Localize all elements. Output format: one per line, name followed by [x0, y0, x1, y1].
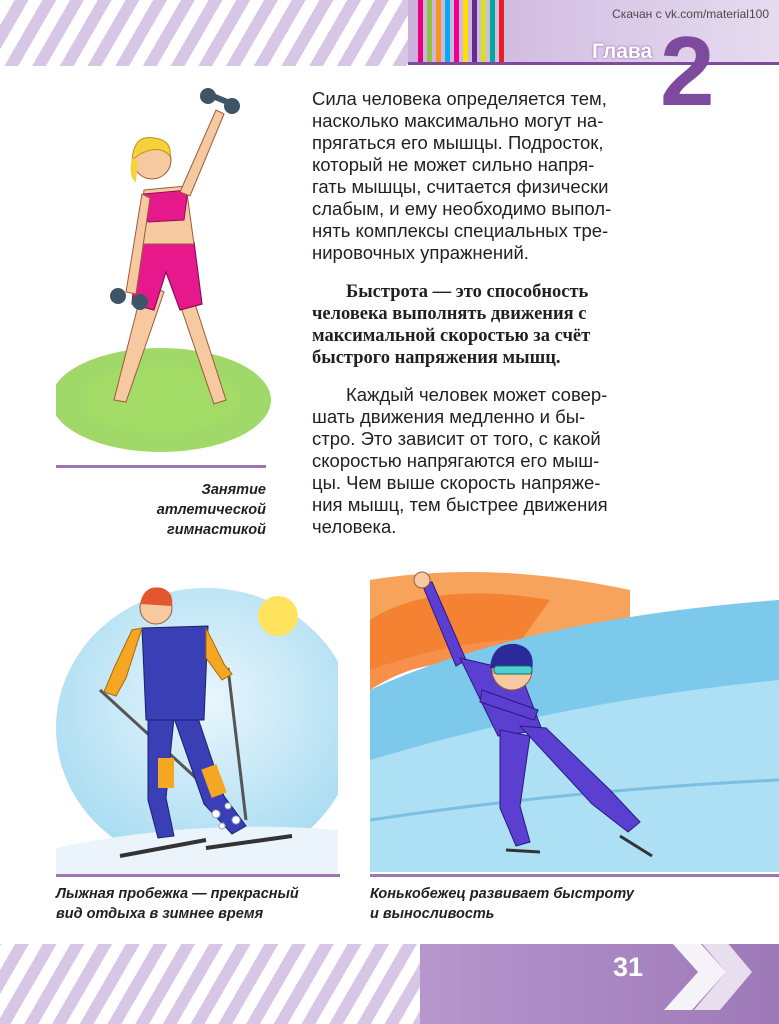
gymnast-caption-line: атлетической [156, 502, 266, 518]
color-tab [463, 0, 468, 62]
definition-line: Быстрота — это способность [346, 282, 589, 302]
gymnast-caption-line: гимнастикой [166, 522, 266, 538]
skater-caption-rule [370, 874, 779, 877]
text-line: насколько максимально могут на- [312, 110, 604, 131]
skier-caption-line: Лыжная пробежка — прекрасный [56, 886, 299, 902]
text-line: человека. [312, 516, 397, 537]
text-line: Сила человека определяется тем, [312, 88, 607, 109]
text-line: нять комплексы специальных тре- [312, 220, 609, 241]
gymnast-caption-line: Занятие [201, 482, 266, 498]
text-line: гать мышцы, считается физически [312, 176, 609, 197]
skater-caption-line: и выносливость [370, 906, 495, 922]
skater-illustration [370, 560, 779, 872]
gymnast-illustration [56, 82, 276, 452]
skater-caption [370, 884, 700, 924]
text-line: прягаться его мышцы. Подросток, [312, 132, 604, 153]
text-line: нировочных упражнений. [312, 242, 529, 263]
skater-drawing [370, 560, 779, 872]
color-tab [499, 0, 504, 62]
text-line: шать движения медленно и бы- [312, 406, 586, 427]
page-number: 31 [613, 952, 644, 982]
text-line: цы. Чем выше скорость напряже- [312, 472, 601, 493]
gymnast-caption-rule [56, 465, 266, 468]
text-line: слабым, и ему необходимо выпол- [312, 198, 612, 219]
color-tab [472, 0, 477, 62]
text-line: ния мышц, тем быстрее движения [312, 494, 608, 515]
color-tab [436, 0, 441, 62]
download-note: Скачан с vk.com/material100 [612, 7, 769, 21]
gymnast-drawing [56, 82, 276, 452]
definition-speed [312, 281, 656, 369]
skier-caption [56, 884, 356, 924]
skater-caption-line: Конькобежец развивает быстроту [370, 886, 634, 902]
definition-line: максимальной скоростью за счёт [312, 326, 591, 346]
color-tab [418, 0, 423, 62]
text-line: Каждый человек может совер- [346, 384, 608, 405]
chapter-number: 2 [660, 16, 715, 126]
text-line: стро. Это зависит от того, с какой [312, 428, 601, 449]
text-line: который не может сильно напря- [312, 154, 595, 175]
gymnast-caption [120, 480, 266, 540]
color-tab [427, 0, 432, 62]
next-chevrons-icon [664, 932, 754, 1012]
color-tab [454, 0, 459, 62]
color-tab [490, 0, 495, 62]
skier-drawing [56, 568, 338, 874]
chapter-label: Глава [592, 40, 653, 63]
definition-line: человека выполнять движения с [312, 304, 587, 324]
paragraph-speed [312, 384, 656, 538]
color-tab [445, 0, 450, 62]
header-stripes [0, 0, 420, 66]
definition-line: быстрого напряжения мышц. [312, 348, 561, 368]
skier-caption-line: вид отдыха в зимнее время [56, 906, 264, 922]
color-tabs [418, 0, 508, 62]
text-line: скоростью напрягаются его мыш- [312, 450, 600, 471]
footer-stripes [0, 944, 440, 1024]
color-tab [481, 0, 486, 62]
skier-illustration [56, 568, 338, 874]
paragraph-strength [312, 88, 656, 264]
skier-caption-rule [56, 874, 340, 877]
